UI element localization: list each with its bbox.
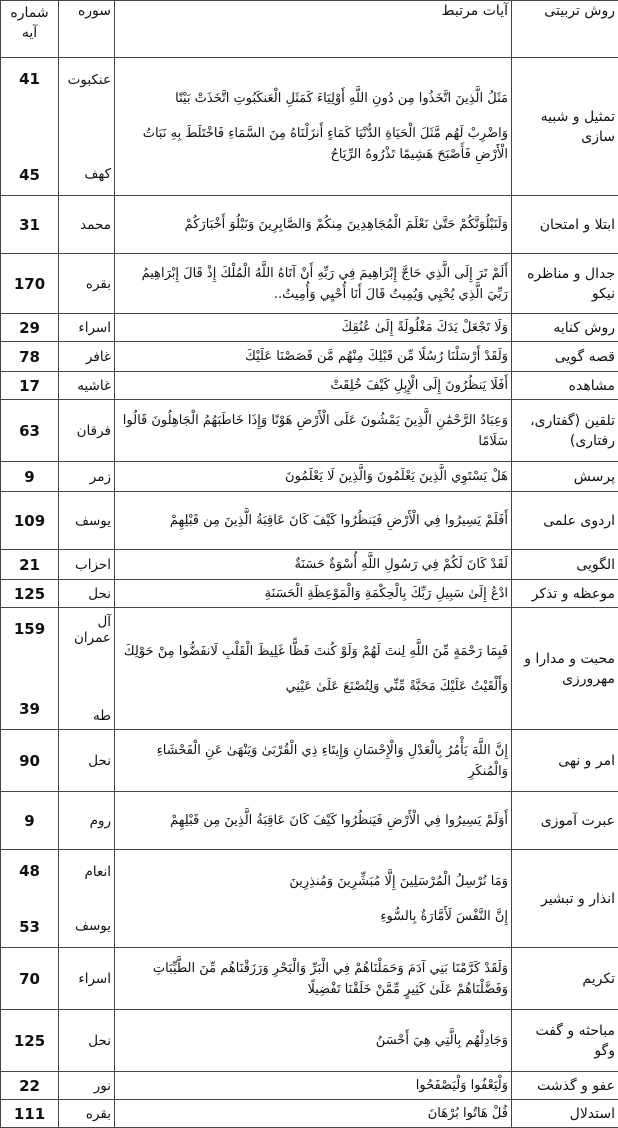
surah-cell [59, 730, 115, 792]
number-cell [1, 492, 59, 550]
surah-cell [59, 58, 115, 196]
surah-cell [59, 580, 115, 608]
verse-number: 170 [13, 274, 46, 293]
verses-cell [115, 580, 512, 608]
surah-name: بقره [85, 1105, 111, 1122]
verse-text: وَعِبَادُ الرَّحْمَٰنِ الَّذِينَ يَمْشُونَ عَلَى الْأَرْضِ هَوْنًا وَإِذَا خَاطَبَهُمُ الْجَاهِلُونَ قَالُوا سَلَامًا [122, 412, 508, 449]
verse-text: إِنَّ النَّفْسَ لَأَمَّارَةٌ بِالسُّوءِ [380, 908, 508, 924]
method-cell: روش کنایه [512, 314, 618, 342]
number-cell [1, 1100, 59, 1128]
number-cell [1, 730, 59, 792]
verse-number: 45 [19, 165, 40, 184]
header-number: شماره آیه [1, 1, 59, 58]
verses-cell [115, 792, 512, 850]
method-cell: قصه گویی [512, 342, 618, 372]
verse-number: 29 [19, 318, 40, 337]
method-cell: انذار و تبشیر [512, 850, 618, 948]
method-cell: امر و نهی [512, 730, 618, 792]
surah-name: یوسف [74, 512, 111, 529]
verse-text: وَجَادِلْهُم بِالَّتِي هِيَ أَحْسَنُ [375, 1033, 508, 1048]
verse-number: 125 [13, 584, 46, 603]
verse-number: 41 [19, 69, 40, 88]
number-cell [1, 314, 59, 342]
verse-text: أَفَلَا يَنظُرُونَ إِلَى الْإِبِلِ كَيْفَ خُلِقَتْ [330, 378, 508, 393]
surah-name: یوسف [74, 917, 111, 934]
verses-cell [115, 1010, 512, 1072]
verse-text: وَمَا نُرْسِلُ الْمُرْسَلِينَ إِلَّا مُبَشِّرِينَ وَمُنذِرِينَ [289, 873, 508, 889]
number-cell [1, 948, 59, 1010]
verse-number: 48 [19, 861, 40, 880]
method-cell: مشاهده [512, 372, 618, 400]
header-method: روش تربیتی [512, 1, 618, 58]
verse-number: 21 [19, 555, 40, 574]
surah-cell [59, 850, 115, 948]
method-cell: عفو و گذشت [512, 1072, 618, 1100]
verse-number: 111 [13, 1104, 46, 1123]
method-cell: الگویی [512, 550, 618, 580]
surah-name: نحل [88, 585, 111, 602]
surah-name: عنکبوت [67, 71, 111, 88]
surah-cell [59, 1100, 115, 1128]
verses-cell [115, 58, 512, 196]
table-row [1, 730, 618, 792]
table-row [1, 462, 618, 492]
method-cell: اردوی علمی [512, 492, 618, 550]
verses-cell [115, 400, 512, 462]
table-row [1, 400, 618, 462]
number-cell [1, 608, 59, 730]
verse-number: 17 [19, 376, 40, 395]
surah-name: فرقان [76, 422, 111, 439]
surah-name: انعام [84, 863, 111, 880]
verse-number: 22 [19, 1076, 40, 1095]
number-cell [1, 580, 59, 608]
table-row [1, 314, 618, 342]
method-cell: موعظه و تذکر [512, 580, 618, 608]
number-cell [1, 372, 59, 400]
surah-cell [59, 372, 115, 400]
surah-name: غافر [85, 348, 111, 365]
table-row [1, 608, 618, 730]
table-row [1, 342, 618, 372]
verse-number: 70 [19, 969, 40, 988]
table-row [1, 254, 618, 314]
verse-text: وَلْيَعْفُوا وَلْيَصْفَحُوا [415, 1078, 508, 1093]
verse-text: وَلَقَدْ أَرْسَلْنَا رُسُلًا مِّن قَبْلِكَ مِنْهُم مَّن قَصَصْنَا عَلَيْكَ [245, 349, 508, 364]
surah-cell [59, 314, 115, 342]
header-surah: سوره [59, 1, 115, 58]
verse-text: لَقَدْ كَانَ لَكُمْ فِي رَسُولِ اللَّهِ أُسْوَةٌ حَسَنَةٌ [294, 557, 508, 572]
surah-cell [59, 342, 115, 372]
table-row [1, 1100, 618, 1128]
table-row [1, 492, 618, 550]
number-cell [1, 342, 59, 372]
surah-cell [59, 400, 115, 462]
surah-name: بقره [85, 275, 111, 292]
verse-number: 125 [13, 1031, 46, 1050]
verses-cell [115, 1072, 512, 1100]
verses-cell [115, 462, 512, 492]
verses-cell [115, 314, 512, 342]
number-cell [1, 462, 59, 492]
method-cell: محبت و مدارا و مهرورزی [512, 608, 618, 730]
number-cell [1, 550, 59, 580]
table-body [1, 58, 618, 1128]
method-cell: تکریم [512, 948, 618, 1010]
surah-cell [59, 254, 115, 314]
verses-cell [115, 342, 512, 372]
surah-cell [59, 1010, 115, 1072]
verse-text: وَلَقَدْ كَرَّمْنَا بَنِي آدَمَ وَحَمَلْنَاهُمْ فِي الْبَرِّ وَالْبَحْرِ وَرَزَقْنَاهُم مِّنَ الطَّيِّبَاتِ وَفَضَّلْنَاهُمْ عَلَىٰ كَثِيرٍ مِّمَّنْ خَلَقْنَا تَفْضِيلًا [152, 960, 508, 997]
verse-number: 31 [19, 215, 40, 234]
verse-number: 78 [19, 347, 40, 366]
verse-number: 90 [19, 751, 40, 770]
method-cell: عبرت آموزی [512, 792, 618, 850]
verses-cell [115, 254, 512, 314]
table-row [1, 1072, 618, 1100]
surah-cell [59, 196, 115, 254]
surah-cell [59, 550, 115, 580]
table-row [1, 372, 618, 400]
surah-name: زمر [89, 468, 111, 485]
method-cell: ابتلا و امتحان [512, 196, 618, 254]
verse-text: وَلَنَبْلُوَنَّكُمْ حَتَّىٰ نَعْلَمَ الْمُجَاهِدِينَ مِنكُمْ وَالصَّابِرِينَ وَنَبْلُوَ أَخْبَارَكُمْ [184, 217, 508, 232]
surah-cell [59, 792, 115, 850]
method-cell: استدلال [512, 1100, 618, 1128]
verse-number: 63 [19, 421, 40, 440]
verse-text: أَوَلَمْ يَسِيرُوا فِي الْأَرْضِ فَيَنظُرُوا كَيْفَ كَانَ عَاقِبَةُ الَّذِينَ مِن قَبْلِهِمْ [170, 813, 508, 828]
number-cell [1, 1010, 59, 1072]
number-cell [1, 400, 59, 462]
verse-text: وَلَا تَجْعَلْ يَدَكَ مَغْلُولَةً إِلَىٰ عُنُقِكَ [341, 320, 508, 335]
verses-cell [115, 948, 512, 1010]
method-cell: تلقین (گفتاری، رفتاری) [512, 400, 618, 462]
method-cell: تمثیل و شبیه سازی [512, 58, 618, 196]
verses-cell [115, 550, 512, 580]
number-cell [1, 254, 59, 314]
surah-name: نور [93, 1077, 111, 1094]
verses-cell [115, 492, 512, 550]
number-cell [1, 1072, 59, 1100]
surah-name: نحل [88, 752, 111, 769]
verses-cell [115, 730, 512, 792]
table-row [1, 58, 618, 196]
header-row [1, 1, 618, 58]
verse-text: قُلْ هَاتُوا بُرْهَانَ [427, 1106, 508, 1121]
surah-name: محمد [80, 216, 111, 233]
surah-name: طه [93, 707, 111, 724]
surah-name: آل عمران [74, 613, 111, 646]
number-cell [1, 850, 59, 948]
verses-cell [115, 608, 512, 730]
surah-name: احزاب [74, 556, 111, 573]
surah-name: اسراء [78, 319, 111, 336]
surah-name: کهف [84, 165, 111, 182]
verse-number: 53 [19, 917, 40, 936]
verses-cell [115, 196, 512, 254]
method-cell: جدال و مناظره نیکو [512, 254, 618, 314]
verse-number: 9 [24, 811, 35, 830]
surah-name: غاشیه [77, 377, 111, 394]
method-cell: مباحثه و گفت وگو [512, 1010, 618, 1072]
surah-cell [59, 608, 115, 730]
verse-number: 109 [13, 511, 46, 530]
table-row [1, 580, 618, 608]
table-row [1, 792, 618, 850]
verse-text: أَفَلَمْ يَسِيرُوا فِي الْأَرْضِ فَيَنظُرُوا كَيْفَ كَانَ عَاقِبَةُ الَّذِينَ مِن قَبْلِهِمْ [169, 513, 508, 528]
surah-name: نحل [88, 1032, 111, 1049]
surah-name: روم [89, 812, 111, 829]
verses-cell [115, 850, 512, 948]
surah-cell [59, 1072, 115, 1100]
method-cell: پرسش [512, 462, 618, 492]
verse-text: مَثَلُ الَّذِينَ اتَّخَذُوا مِن دُونِ اللَّهِ أَوْلِيَاءَ كَمَثَلِ الْعَنكَبُوتِ اتَّخَذَتْ بَيْتًا [175, 91, 508, 106]
table-row [1, 196, 618, 254]
surah-cell [59, 948, 115, 1010]
verse-text: إِنَّ اللَّهَ يَأْمُرُ بِالْعَدْلِ وَالْإِحْسَانِ وَإِيتَاءِ ذِي الْقُرْبَىٰ وَيَنْهَىٰ عَنِ الْفَحْشَاءِ وَالْمُنكَرِ [156, 742, 508, 779]
table-row [1, 948, 618, 1010]
table-row [1, 850, 618, 948]
verses-cell [115, 1100, 512, 1128]
verse-text: أَلَمْ تَرَ إِلَى الَّذِي حَاجَّ إِبْرَاهِيمَ فِي رَبِّهِ أَنْ آتَاهُ اللَّهُ الْمُلْكَ إِذْ قَالَ إِبْرَاهِيمُ رَبِّيَ الَّذِي يُحْيِي وَيُمِيتُ قَالَ أَنَا أُحْيِي وَأُمِيتُ.. [141, 265, 508, 302]
verse-text: ادْعُ إِلَىٰ سَبِيلِ رَبِّكَ بِالْحِكْمَةِ وَالْمَوْعِظَةِ الْحَسَنَةِ [264, 586, 508, 601]
header-verses: آیات مرتبط [115, 1, 512, 58]
verse-text: وَاضْرِبْ لَهُم مَّثَلَ الْحَيَاةِ الدُّنْيَا كَمَاءٍ أَنزَلْنَاهُ مِنَ السَّمَاءِ فَاخْتَلَطَ بِهِ نَبَاتُ الْأَرْضِ فَأَصْبَحَ هَشِيمًا تَذْرُوهُ الرِّيَاحُ [142, 126, 508, 162]
verse-text: هَلْ يَسْتَوِي الَّذِينَ يَعْلَمُونَ وَالَّذِينَ لَا يَعْلَمُونَ [285, 469, 508, 484]
verse-text: وَأَلْقَيْتُ عَلَيْكَ مَحَبَّةً مِّنِّي وَلِتُصْنَعَ عَلَىٰ عَيْنِي [285, 678, 508, 694]
verse-number: 159 [13, 619, 46, 638]
surah-cell [59, 492, 115, 550]
table-row [1, 1010, 618, 1072]
number-cell [1, 196, 59, 254]
verses-cell [115, 372, 512, 400]
verse-number: 9 [24, 467, 35, 486]
surah-cell [59, 462, 115, 492]
number-cell [1, 58, 59, 196]
table-row [1, 550, 618, 580]
surah-name: اسراء [78, 970, 111, 987]
verse-number: 39 [19, 699, 40, 718]
verse-text: فَبِمَا رَحْمَةٍ مِّنَ اللَّهِ لِنتَ لَهُمْ وَلَوْ كُنتَ فَظًّا غَلِيظَ الْقَلْبِ لَانفَضُّوا مِنْ حَوْلِكَ [123, 643, 508, 659]
number-cell [1, 792, 59, 850]
